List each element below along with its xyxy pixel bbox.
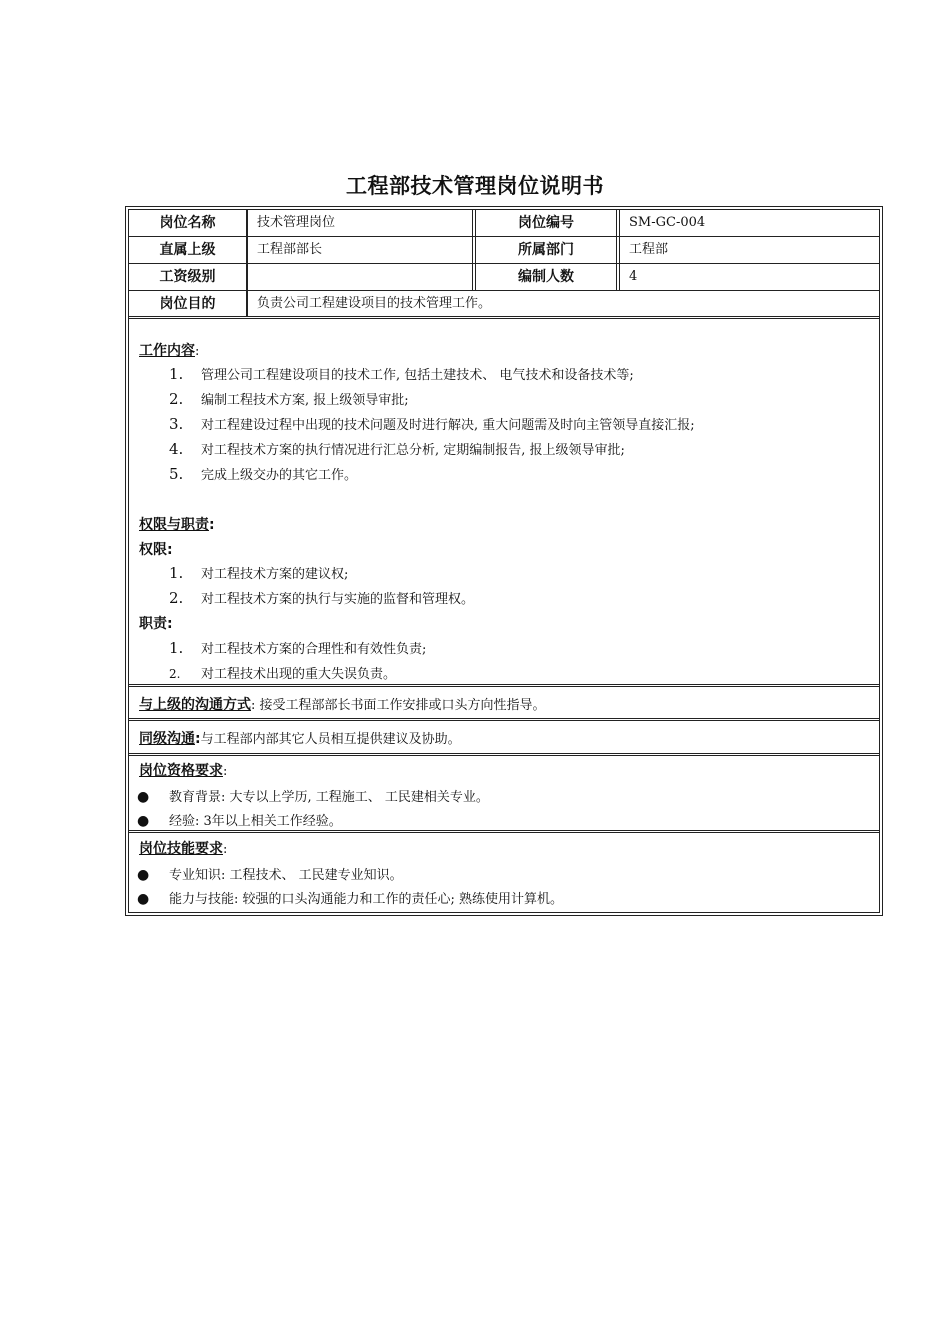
authority-colon: : xyxy=(209,517,215,533)
section-divider xyxy=(129,684,879,687)
skills-heading: 岗位技能要求 xyxy=(139,841,223,857)
direct-superior-value: 工程部部长 xyxy=(247,237,473,263)
item-number: 5. xyxy=(169,465,184,483)
qualification-heading: 岗位资格要求 xyxy=(139,763,223,779)
item-text: 编制工程技术方案, 报上级领导审批; xyxy=(201,393,409,408)
list-item xyxy=(169,414,695,433)
position-name-label: 岗位名称 xyxy=(129,210,247,236)
item-number: 1. xyxy=(169,639,184,657)
list-item xyxy=(169,464,357,483)
item-number: 3. xyxy=(169,415,184,433)
bullet-icon: ● xyxy=(137,789,150,805)
list-item xyxy=(137,786,489,805)
item-number: 1. xyxy=(169,564,184,582)
section-divider xyxy=(129,830,879,833)
item-number: 2. xyxy=(169,589,184,607)
direct-superior-label: 直属上级 xyxy=(129,237,247,263)
item-text: 经验: 3年以上相关工作经验。 xyxy=(169,814,342,829)
section-divider xyxy=(129,718,879,721)
qualification-colon: : xyxy=(223,764,228,779)
section-divider xyxy=(129,753,879,756)
list-item xyxy=(137,864,403,883)
list-item xyxy=(169,663,396,682)
peer-comm-text: 与工程部内部其它人员相互提供建议及协助。 xyxy=(200,732,461,747)
superior-comm-text: : 接受工程部部长书面工作安排或口头方向性指导。 xyxy=(251,698,546,713)
document-title: 工程部技术管理岗位说明书 xyxy=(346,174,604,198)
peer-comm-section xyxy=(139,728,873,748)
item-number: 4. xyxy=(169,440,184,458)
headcount-label: 编制人数 xyxy=(475,264,617,290)
superior-comm-section xyxy=(139,694,873,714)
purpose-label: 岗位目的 xyxy=(129,291,247,317)
salary-level-value xyxy=(247,264,473,290)
authority-heading: 权限与职责 xyxy=(139,517,209,533)
authority-section xyxy=(139,514,873,534)
department-label: 所属部门 xyxy=(475,237,617,263)
table-inner xyxy=(128,209,880,913)
headcount-value: 4 xyxy=(619,264,881,290)
position-code-label: 岗位编号 xyxy=(475,210,617,236)
list-item xyxy=(169,638,426,657)
position-name-value: 技术管理岗位 xyxy=(247,210,473,236)
work-content-colon: : xyxy=(195,344,200,359)
duties-label: 职责: xyxy=(139,616,173,632)
position-code-value: SM-GC-004 xyxy=(619,210,881,236)
item-number: 1. xyxy=(169,365,184,383)
list-item xyxy=(169,563,348,582)
item-text: 对工程技术方案的合理性和有效性负责; xyxy=(201,642,427,657)
purpose-value: 负责公司工程建设项目的技术管理工作。 xyxy=(247,291,881,317)
item-text: 管理公司工程建设项目的技术工作, 包括土建技术、 电气技术和设备技术等; xyxy=(201,368,634,383)
item-text: 对工程技术方案的建议权; xyxy=(201,567,349,582)
list-item xyxy=(169,364,634,383)
item-text: 对工程技术方案的执行与实施的监督和管理权。 xyxy=(201,592,475,607)
item-number: 2. xyxy=(169,667,181,681)
peer-comm-colon: : xyxy=(195,731,201,747)
skills-section xyxy=(139,838,873,858)
bullet-icon: ● xyxy=(137,867,150,883)
bullet-icon: ● xyxy=(137,891,150,907)
superior-comm-heading: 与上级的沟通方式 xyxy=(139,697,251,713)
work-content-heading: 工作内容 xyxy=(139,343,195,359)
salary-level-label: 工资级别 xyxy=(129,264,247,290)
item-text: 对工程技术出现的重大失误负责。 xyxy=(201,667,397,682)
bullet-icon: ● xyxy=(137,813,150,829)
item-text: 能力与技能: 较强的口头沟通能力和工作的责任心; 熟练使用计算机。 xyxy=(169,892,564,907)
list-item xyxy=(137,810,342,829)
list-item xyxy=(169,389,409,408)
qualification-section xyxy=(139,760,873,780)
list-item xyxy=(137,888,563,907)
list-item xyxy=(169,588,474,607)
item-text: 对工程技术方案的执行情况进行汇总分析, 定期编制报告, 报上级领导审批; xyxy=(201,443,625,458)
item-text: 专业知识: 工程技术、 工民建专业知识。 xyxy=(169,868,403,883)
item-text: 教育背景: 大专以上学历, 工程施工、 工民建相关专业。 xyxy=(169,790,489,805)
item-text: 对工程建设过程中出现的技术问题及时进行解决, 重大问题需及时向主管领导直接汇报; xyxy=(201,418,695,433)
item-number: 2. xyxy=(169,390,184,408)
rights-label: 权限: xyxy=(139,542,173,558)
work-content-section xyxy=(139,340,873,360)
peer-comm-heading: 同级沟通 xyxy=(139,731,195,747)
list-item xyxy=(169,439,625,458)
item-text: 完成上级交办的其它工作。 xyxy=(201,468,358,483)
department-value: 工程部 xyxy=(619,237,881,263)
skills-colon: : xyxy=(223,842,228,857)
job-description-table xyxy=(125,206,883,916)
